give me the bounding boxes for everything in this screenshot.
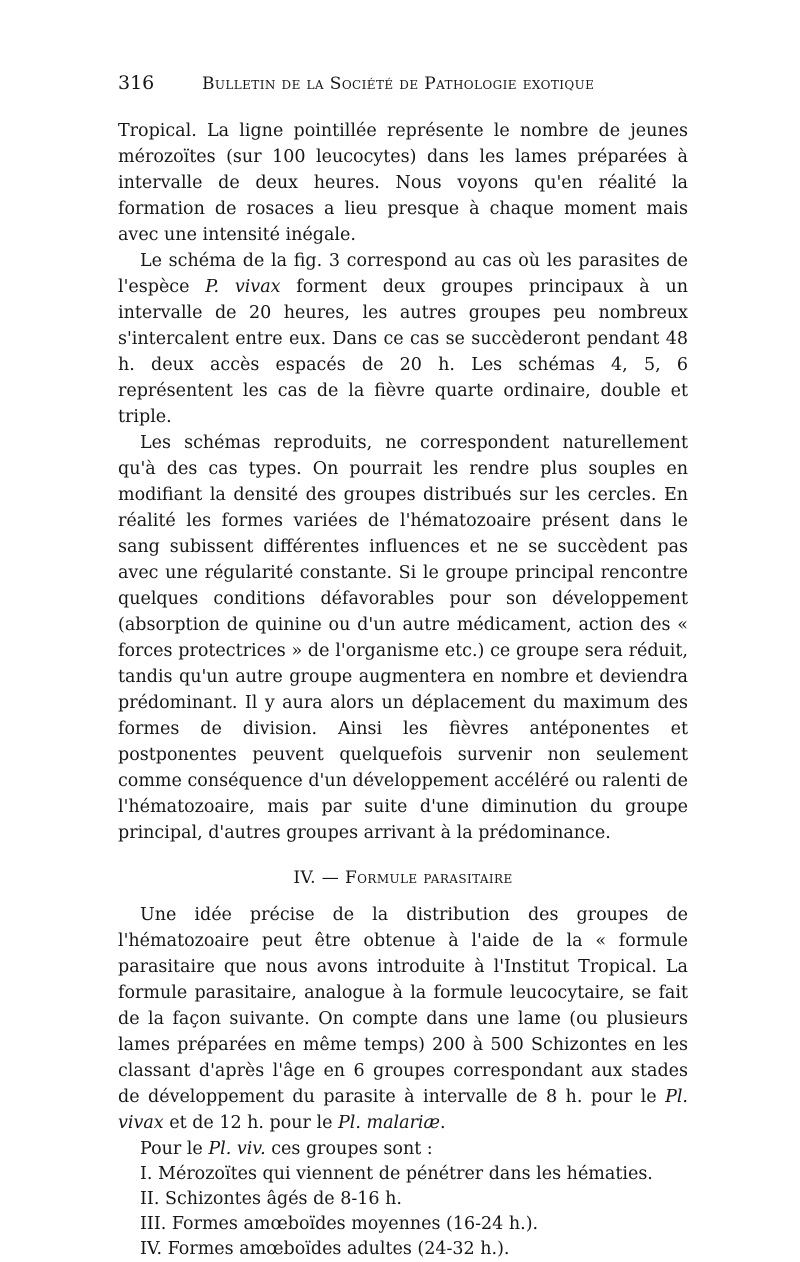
paragraph-5-text-b: ces groupes sont :: [265, 1139, 433, 1159]
paragraph-2-text-b: forment deux groupes principaux à un intervalle de 20 heures, les autres groupes peu nombreux s'intercalent entre eux. Dans ce cas se succèderont pendant 48 h. deux accès espacés de 20 h. Les schémas 4, 5, 6 représentent les cas de la fièvre quarte ordinaire, double et triple.: [118, 277, 688, 427]
species-name-pl-malariae: Pl. malariæ: [338, 1113, 440, 1133]
page-content: [118, 72, 688, 1262]
paragraph-5-text-a: Pour le: [140, 1139, 209, 1159]
paragraph-4-text-a: Une idée précise de la distribution des groupes de l'hématozoaire peut être obtenue à l'aide de la « formule parasitaire que nous avons introduite à l'Institut Tropical. La formule parasitaire, analogue à la formule leucocytaire, se fait de la façon suivante. On compte dans une lame (ou plusieurs lames préparées en même temps) 200 à 500 Schizontes en les classant d'après l'âge en 6 groupes correspondant aux stades de développement du parasite à intervalle de 8 h. pour le: [118, 905, 688, 1107]
species-name-pl-viv: Pl. viv.: [208, 1139, 266, 1159]
paragraph-5: [118, 1136, 688, 1162]
paragraph-2-text-a: Le schéma de la fig. 3 correspond au cas où les parasites de l'espèce: [118, 251, 688, 297]
page-header: [118, 72, 688, 102]
list-item: IV. Formes amœboïdes adultes (24-32 h.).: [140, 1239, 510, 1259]
section-heading: [118, 868, 688, 888]
paragraph-2: [118, 248, 688, 430]
running-title: Bulletin de la Société de Pathologie exotique: [202, 74, 595, 94]
paragraph-3: Les schémas reproduits, ne correspondent naturellement qu'à des cas types. On pourrait les rendre plus souples en modifiant la densité des groupes distribués sur les cercles. En réalité les formes variées de l'hématozoaire présent dans le sang subissent différentes influences et ne se succèdent pas avec une régularité constante. Si le groupe principal rencontre quelques conditions défavorables pour son développement (absorption de quinine ou d'un autre médicament, action des « forces protectrices » de l'organisme etc.) ce groupe sera réduit, tandis qu'un autre groupe augmentera en nombre et deviendra prédominant. Il y aura alors un déplacement du maximum des formes de division. Ainsi les fièvres antéponentes et postponentes peuvent quelquefois survenir non seulement comme conséquence d'un développement accéléré ou ralenti de l'hématozoaire, mais par suite d'une diminution du groupe principal, d'autres groupes arrivant à la prédominance.: [118, 433, 688, 843]
paragraph-4-text-b: et de 12 h. pour le: [163, 1113, 339, 1133]
list-item: III. Formes amœboïdes moyennes (16-24 h.).: [140, 1214, 539, 1234]
section-title: Formule parasitaire: [344, 868, 513, 888]
species-name-pl-vivax: Pl. vivax: [118, 1087, 688, 1133]
species-name-vivax: P. vivax: [205, 277, 281, 297]
list-item: I. Mérozoïtes qui viennent de pénétrer dans les hématies.: [140, 1164, 653, 1184]
paragraph-4: [118, 902, 688, 1136]
section-numeral: IV. —: [293, 868, 345, 888]
paragraph-1: Tropical. La ligne pointillée représente le nombre de jeunes mérozoïtes (sur 100 leucocytes) dans les lames préparées à intervalle de deux heures. Nous voyons qu'en réalité la formation de rosaces a lieu presque à chaque moment mais avec une intensité inégale.: [118, 121, 688, 245]
page-number: 316: [118, 72, 155, 94]
paragraph-4-text-c: .: [439, 1113, 446, 1133]
list-item: II. Schizontes âgés de 8-16 h.: [140, 1189, 402, 1209]
